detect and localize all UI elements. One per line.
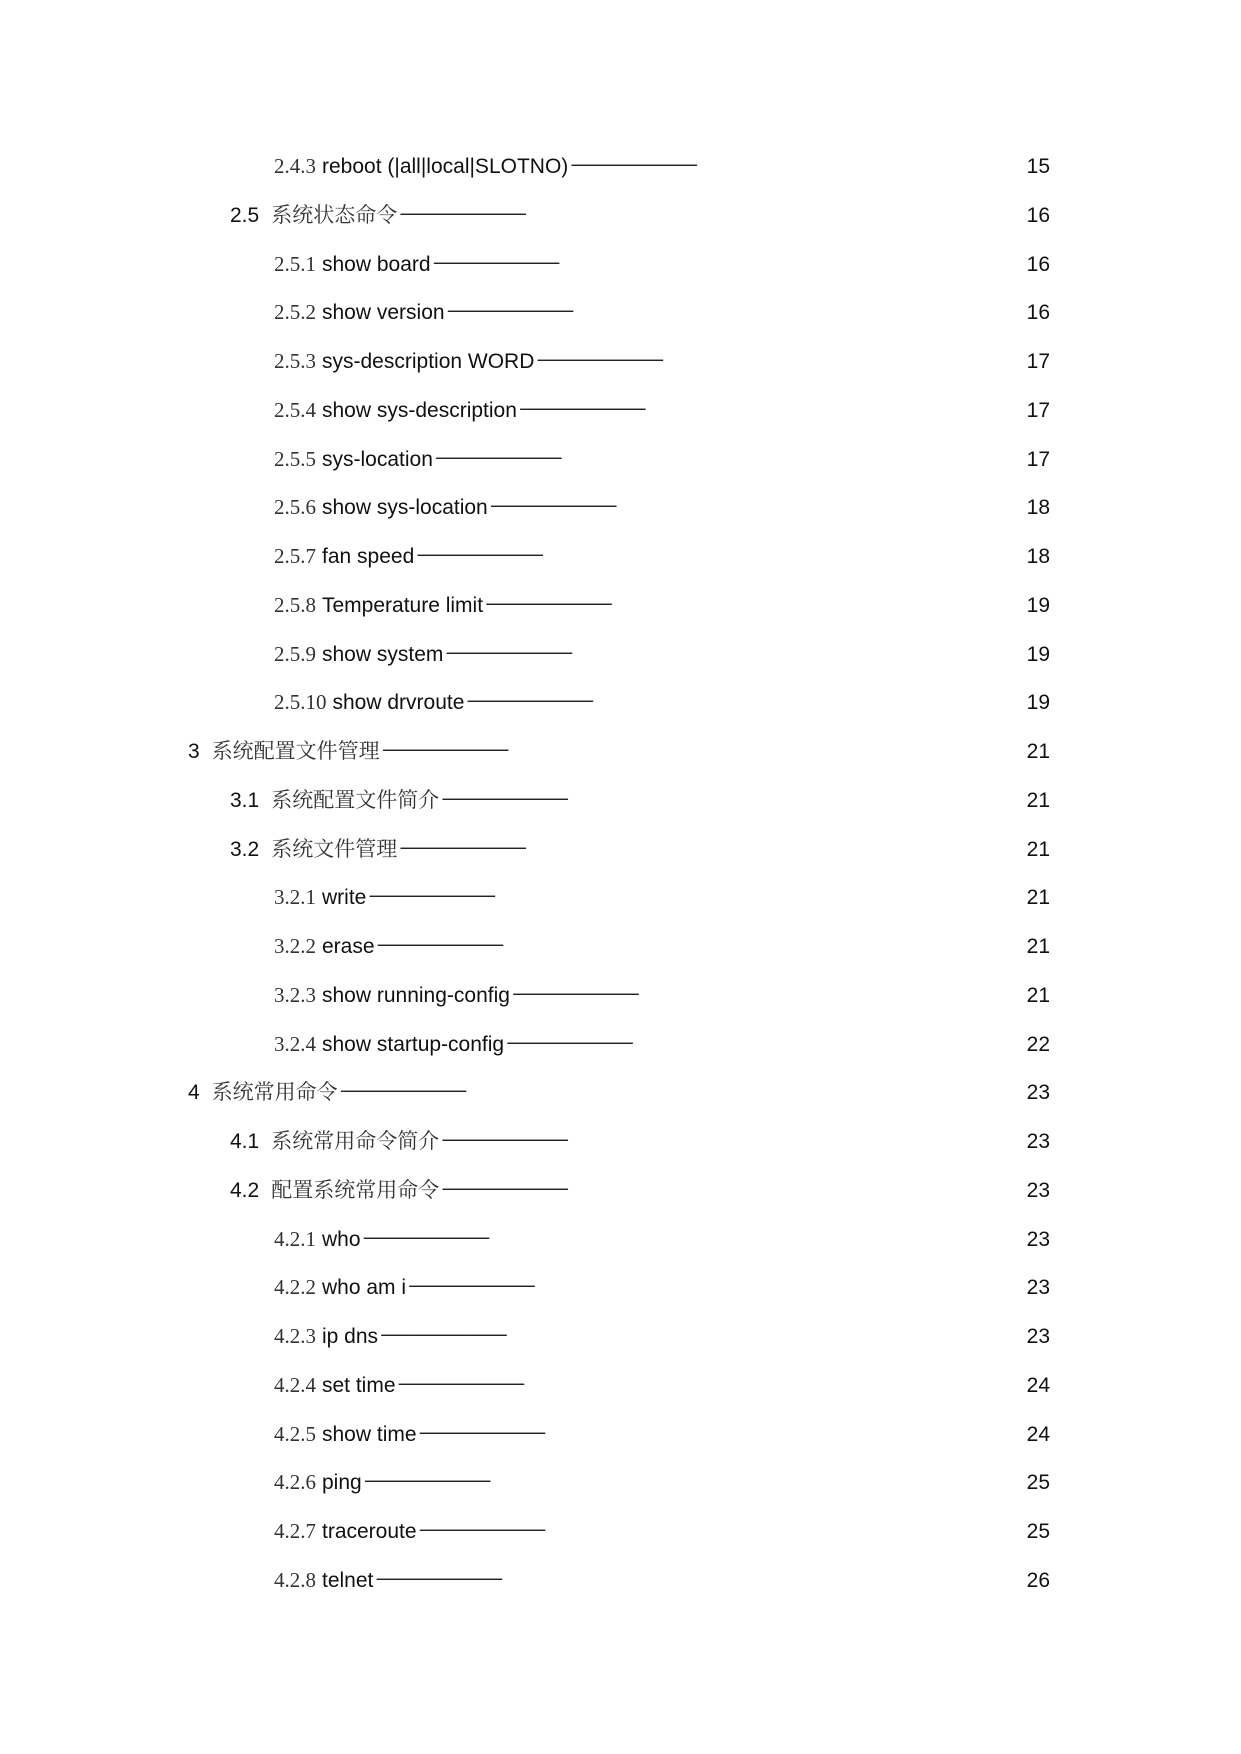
toc-entry-page-number: 23 [1026, 1276, 1050, 1299]
toc-entry-number: 4.2.7 [274, 1519, 316, 1543]
toc-entry-title: show system [322, 643, 444, 666]
toc-dot-leader [408, 1264, 1024, 1294]
toc-dot-leader [380, 1313, 1024, 1343]
toc-entry[interactable] [274, 874, 1050, 909]
toc-entry-number: 3.2.2 [274, 934, 316, 958]
toc-entry-title: show time [322, 1423, 417, 1446]
toc-entry[interactable] [274, 923, 1050, 958]
toc-entry-title: 配置系统常用命令 [271, 1178, 440, 1202]
toc-entry-page-number: 23 [1026, 1228, 1050, 1251]
toc-entry[interactable] [274, 1264, 1050, 1299]
toc-entry-title: ping [322, 1471, 362, 1494]
toc-entry-number: 3 [188, 740, 200, 763]
toc-entry[interactable] [188, 728, 1050, 763]
toc-entry-title: 系统常用命令 [211, 1080, 338, 1104]
toc-entry-title: show running-config [322, 984, 510, 1007]
toc-entry-number: 2.5.10 [274, 690, 327, 714]
toc-entry-title: 系统状态命令 [271, 203, 398, 227]
toc-entry[interactable] [274, 143, 1050, 178]
toc-entry-number: 2.5.5 [274, 447, 316, 471]
toc-entry[interactable] [274, 1557, 1050, 1592]
toc-entry-title: 系统配置文件简介 [271, 788, 440, 812]
toc-dot-leader [570, 143, 1024, 173]
toc-entry-number: 2.5 [230, 204, 260, 227]
toc-entry-page-number: 17 [1026, 448, 1050, 471]
toc-entry-number: 4.1 [230, 1130, 260, 1153]
toc-entry-number: 4.2.6 [274, 1470, 316, 1494]
toc-entry-page-number: 18 [1026, 545, 1050, 568]
toc-entry-page-number: 21 [1026, 935, 1050, 958]
toc-dot-leader [382, 728, 1024, 758]
toc-entry-number: 2.4.3 [274, 154, 316, 178]
toc-entry-page-number: 19 [1026, 691, 1050, 714]
toc-entry-page-number: 21 [1026, 984, 1050, 1007]
toc-entry[interactable] [230, 1167, 1050, 1202]
toc-entry-number: 3.1 [230, 789, 260, 812]
toc-entry-title: sys-description WORD [322, 350, 535, 373]
toc-entry-title: reboot (|all|local|SLOTNO) [322, 155, 569, 178]
toc-entry-title: 系统配置文件管理 [211, 739, 380, 763]
toc-entry[interactable] [274, 241, 1050, 276]
toc-entry[interactable] [230, 826, 1050, 861]
toc-dot-leader [364, 1459, 1024, 1489]
toc-entry[interactable] [274, 289, 1050, 324]
toc-dot-leader [419, 1411, 1024, 1441]
toc-entry-page-number: 19 [1026, 594, 1050, 617]
toc-entry-number: 2.5.2 [274, 300, 316, 324]
toc-entry-number: 3.2.3 [274, 983, 316, 1007]
toc-entry-page-number: 17 [1026, 399, 1050, 422]
toc-entry-page-number: 24 [1026, 1374, 1050, 1397]
toc-entry-page-number: 25 [1026, 1471, 1050, 1494]
toc-entry[interactable] [274, 1459, 1050, 1494]
toc-entry-page-number: 25 [1026, 1520, 1050, 1543]
toc-entry-page-number: 23 [1026, 1130, 1050, 1153]
toc-entry[interactable] [274, 533, 1050, 568]
toc-entry[interactable] [274, 1313, 1050, 1348]
toc-entry-title: traceroute [322, 1520, 417, 1543]
toc-entry-page-number: 21 [1026, 838, 1050, 861]
toc-dot-leader [490, 484, 1024, 514]
toc-entry-number: 3.2.4 [274, 1032, 316, 1056]
toc-entry-title: Temperature limit [322, 594, 484, 617]
toc-dot-leader [441, 1167, 1024, 1197]
toc-entry-title: show drvroute [332, 691, 465, 714]
toc-entry-number: 2.5.7 [274, 544, 316, 568]
toc-entry-number: 2.5.4 [274, 398, 316, 422]
toc-entry-number: 3.2.1 [274, 885, 316, 909]
toc-entry-number: 4.2.5 [274, 1422, 316, 1446]
toc-dot-leader [340, 1069, 1024, 1099]
toc-entry[interactable] [274, 1508, 1050, 1543]
toc-dot-leader [377, 923, 1024, 953]
toc-dot-leader [466, 679, 1024, 709]
toc-entry[interactable] [274, 436, 1050, 471]
toc-entry-number: 2.5.8 [274, 593, 316, 617]
toc-entry-number: 4.2.8 [274, 1568, 316, 1592]
toc-entry-number: 3.2 [230, 838, 260, 861]
toc-entry-title: telnet [322, 1569, 374, 1592]
toc-entry-number: 2.5.6 [274, 495, 316, 519]
toc-entry-number: 4.2.1 [274, 1227, 316, 1251]
toc-dot-leader [445, 631, 1024, 661]
toc-entry-number: 4.2.3 [274, 1324, 316, 1348]
toc-entry-page-number: 23 [1026, 1325, 1050, 1348]
toc-entry-title: set time [322, 1374, 396, 1397]
toc-dot-leader [536, 338, 1024, 368]
toc-dot-leader [485, 582, 1024, 612]
toc-entry-page-number: 16 [1026, 253, 1050, 276]
toc-entry-title: show sys-description [322, 399, 517, 422]
toc-entry-title: 系统文件管理 [271, 837, 398, 861]
toc-entry[interactable] [274, 582, 1050, 617]
toc-entry-page-number: 22 [1026, 1033, 1050, 1056]
toc-entry[interactable] [274, 972, 1050, 1007]
toc-dot-leader [398, 1362, 1024, 1392]
toc-entry-number: 4.2.4 [274, 1373, 316, 1397]
toc-entry-page-number: 18 [1026, 496, 1050, 519]
toc-dot-leader [363, 1216, 1024, 1246]
toc-entry[interactable] [274, 484, 1050, 519]
toc-entry[interactable] [274, 679, 1050, 714]
toc-entry-number: 4 [188, 1081, 200, 1104]
toc-dot-leader [512, 972, 1024, 1002]
toc-entry-page-number: 26 [1026, 1569, 1050, 1592]
toc-dot-leader [419, 1508, 1024, 1538]
toc-dot-leader [435, 436, 1024, 466]
toc-entry[interactable] [230, 1118, 1050, 1153]
toc-entry-page-number: 24 [1026, 1423, 1050, 1446]
toc-entry[interactable] [274, 1216, 1050, 1251]
toc-entry-title: show startup-config [322, 1033, 505, 1056]
toc-entry-number: 4.2.2 [274, 1275, 316, 1299]
toc-dot-leader [519, 387, 1024, 417]
toc-entry-page-number: 21 [1026, 789, 1050, 812]
toc-entry-title: write [322, 886, 367, 909]
toc-entry[interactable] [274, 1362, 1050, 1397]
toc-entry-page-number: 19 [1026, 643, 1050, 666]
toc-entry[interactable] [274, 1021, 1050, 1056]
toc-entry-page-number: 23 [1026, 1081, 1050, 1104]
toc-entry-title: who [322, 1228, 361, 1251]
toc-entry-title: show board [322, 253, 431, 276]
toc-dot-leader [447, 289, 1024, 319]
toc-entry[interactable] [188, 1069, 1050, 1104]
toc-entry-title: ip dns [322, 1325, 379, 1348]
toc-entry-number: 2.5.3 [274, 349, 316, 373]
toc-entry-number: 2.5.1 [274, 252, 316, 276]
toc-dot-leader [375, 1557, 1024, 1587]
toc-entry-page-number: 16 [1026, 204, 1050, 227]
toc-entry-page-number: 21 [1026, 886, 1050, 909]
toc-dot-leader [368, 874, 1024, 904]
toc-entry[interactable] [230, 777, 1050, 812]
toc-entry-number: 2.5.9 [274, 642, 316, 666]
toc-dot-leader [441, 777, 1024, 807]
toc-dot-leader [506, 1021, 1024, 1051]
toc-entry-title: 系统常用命令简介 [271, 1129, 440, 1153]
toc-entry-title: fan speed [322, 545, 415, 568]
toc-entry[interactable] [274, 1411, 1050, 1446]
toc-dot-leader [433, 241, 1024, 271]
toc-entry-number: 4.2 [230, 1179, 260, 1202]
toc-entry-title: show sys-location [322, 496, 488, 519]
toc-entry[interactable] [274, 387, 1050, 422]
toc-entry[interactable] [230, 192, 1050, 227]
toc-entry-title: erase [322, 935, 375, 958]
toc-entry-title: sys-location [322, 448, 433, 471]
toc-dot-leader [441, 1118, 1024, 1148]
toc-entry[interactable] [274, 631, 1050, 666]
toc-entry-page-number: 23 [1026, 1179, 1050, 1202]
toc-entry-page-number: 16 [1026, 301, 1050, 324]
toc-entry-page-number: 15 [1026, 155, 1050, 178]
toc-entry-title: show version [322, 301, 445, 324]
toc-dot-leader [399, 826, 1024, 856]
toc-dot-leader [399, 192, 1024, 222]
toc-entry-page-number: 17 [1026, 350, 1050, 373]
toc-dot-leader [416, 533, 1024, 563]
toc-entry-title: who am i [322, 1276, 407, 1299]
toc-entry-page-number: 21 [1026, 740, 1050, 763]
toc-entry[interactable] [274, 338, 1050, 373]
